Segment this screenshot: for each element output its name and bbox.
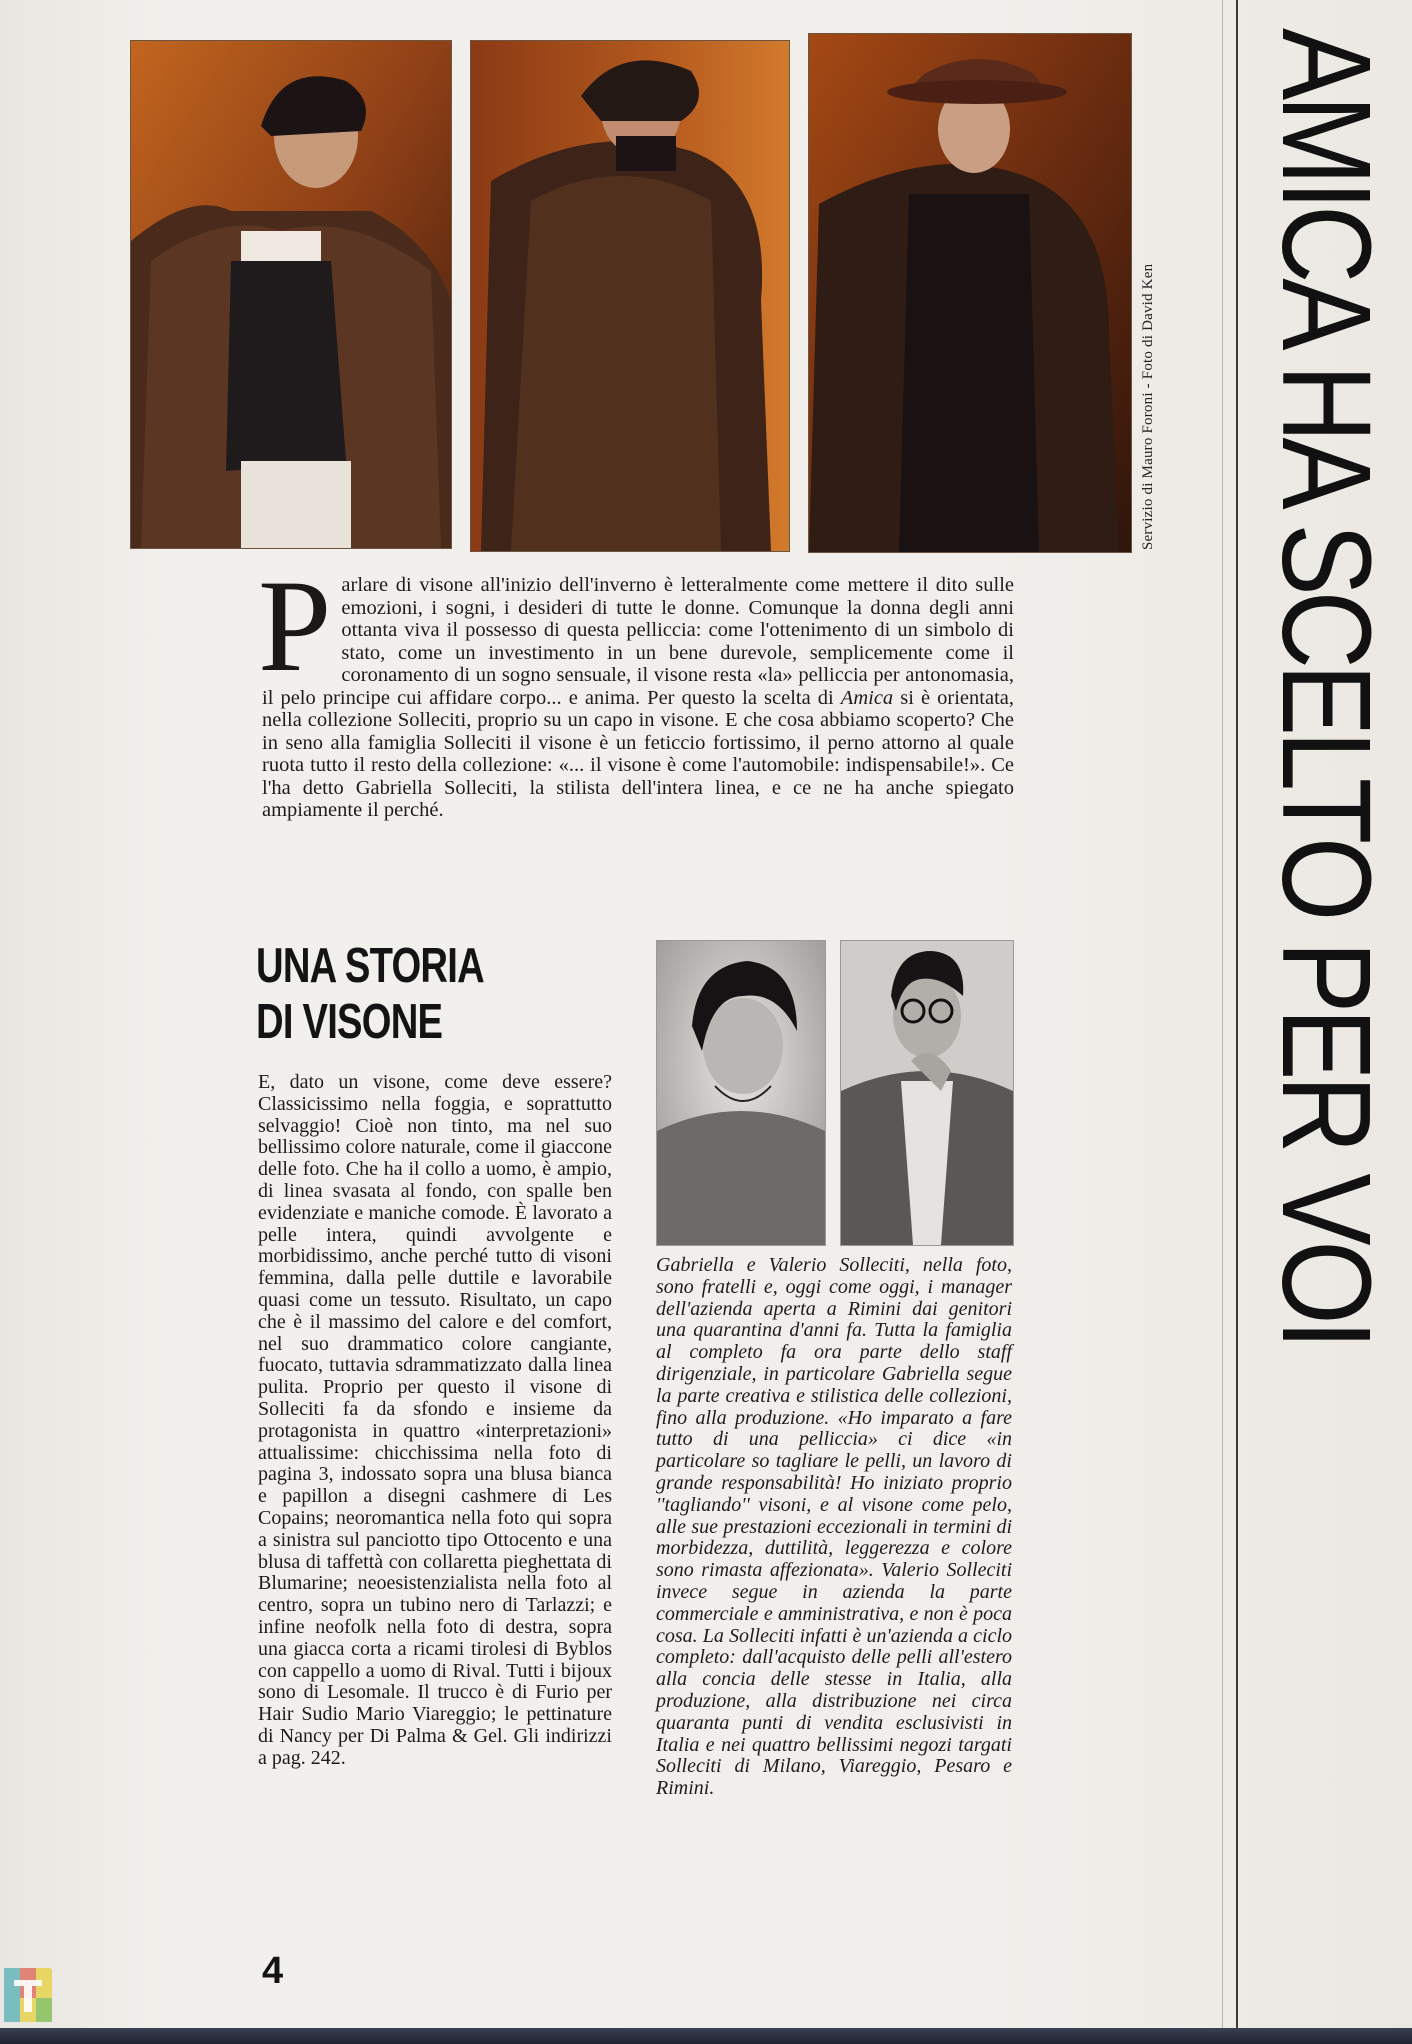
- portrait-gabriella: [656, 940, 826, 1246]
- fashion-photo-right: [808, 33, 1132, 553]
- intro-magazine-name: Amica: [840, 686, 894, 709]
- corner-logo-icon: [0, 1962, 56, 2028]
- fashion-photo-left: [130, 40, 452, 549]
- vertical-banner-title: [1256, 28, 1396, 2008]
- headline-line-2: DI VISONE: [256, 995, 443, 1049]
- banner-divider: [1236, 0, 1238, 2030]
- headline-line-1: UNA STORIA: [256, 939, 484, 993]
- intro-paragraph: [258, 552, 1014, 822]
- dropcap: P: [258, 552, 332, 699]
- article-body: E, dato un visone, come deve essere? Classicissimo nella foggia, e soprattutto selvaggio! Cioè non tinto, ma nel suo bellissimo colore naturale, come il giaccone delle foto. Che ha il collo a uomo, è ampio, di linea svasata al fondo, con spalle ben evidenziate e maniche comode. È lavorato a pelle intera, quindi avvolgente e morbidissimo, anche perché tutto di visoni femmina, dalla pelle duttile e lavorabile quasi come un tessuto. Risultato, un capo che è il massimo del calore e del comfort, nel suo drammatico colore cangiante, fuocato, tuttavia sdrammatizzato dalla linea pulita. Proprio per questo il visone di Solleciti fa da sfondo e insieme da protagonista in quattro «interpretazioni» attualissime: chicchissima nella foto di pagina 3, indossato sopra una blusa bianca e papillon a disegni cashmere di Les Copains; neoromantica nella foto qui sopra a sinistra sul panciotto tipo Ottocento e una blusa di taffettà con collaretta pieghettata di Blumarine; neoesistenzialista nella foto al centro, sopra un tubino nero di Tarlazzi; e infine neofolk nella foto di destra, sopra una giacca corta a ricami tirolesi di Byblos con cappello a uomo di Rival. Tutti i bijoux sono di Lesomale. Il trucco è di Furio per Hair Sudio Mario Viareggio; le pettinature di Nancy per Di Palma & Gel. Gli indirizzi a pag. 242.: [258, 1071, 612, 1769]
- fashion-photo-center: [470, 40, 790, 552]
- intro-text-part1: arlare di visone all'inizio dell'inverno è letteralmente come mettere il dito sulle emozioni, i sogni, i desideri di tutte le donne. Comunque la donna degli anni ottanta viva il possesso di questa pelliccia: come l'ottenimento di un simbolo di stato, come un investimento in un bene durevole, semplicemente come il coronamento di un sogno sensuale, il visone resta «la» pelliccia per antonomasia, il pelo principe cui affidare corpo... e anima. Per questo la scelta di: [262, 574, 1014, 709]
- bottom-edge: [0, 2028, 1412, 2044]
- portrait-caption: Gabriella e Valerio Solleciti, nella foto, sono fratelli e, oggi come oggi, i manager dell'azienda aperta a Rimini dai genitori una quarantina d'anni fa. Tutta la famiglia al completo fa ora parte dello staff dirigenziale, in particolare Gabriella segue la parte creativa e stilistica delle collezioni, fino alla produzione. «Ho imparato a fare tutto di una pelliccia» ci dice «in particolare so tagliare le pelli, un lavoro di grande responsabilità! Ho iniziato proprio ''tagliando'' visoni, e al visone come pelo, alle sue prestazioni eccezionali in termini di morbidezza, duttilità, leggerezza e colore sono rimasta affezionata». Valerio Solleciti invece segue in azienda la parte commerciale e amministrativa, e non è poca cosa. La Solleciti infatti è un'azienda a ciclo completo: dall'acquisto delle pelli all'estero alla concia delle stesse in Italia, alla produzione, alla distribuzione nei circa quaranta punti di vendita esclusivisti in Italia e nei quattro bellissimi negozi targati Solleciti di Milano, Viareggio, Pesaro e Rimini.: [656, 1254, 1012, 1800]
- page-number: 4: [262, 1950, 284, 1992]
- banner-divider-light: [1222, 0, 1223, 2030]
- intro-text-part2: si è orientata, nella collezione Solleciti, proprio su un capo in visone. E che cosa abbiamo scoperto? Che in seno alla famiglia Solleciti il visone è un feticcio fortissimo, il perno attorno al quale ruota tutto il resto della collezione: «... il visone è come l'automobile: indispensabile!». Ce l'ha detto Gabriella Solleciti, la stilista dell'intera linea, e ce ne ha anche spiegato ampiamente il perché.: [262, 686, 1014, 821]
- article-headline: [256, 938, 490, 1050]
- banner-title-text: AMICA HA SCELTO PER VOI: [1256, 28, 1397, 1345]
- photo-credit: Servizio di Mauro Foroni - Foto di David Ken: [1140, 263, 1156, 550]
- portrait-valerio: [840, 940, 1014, 1246]
